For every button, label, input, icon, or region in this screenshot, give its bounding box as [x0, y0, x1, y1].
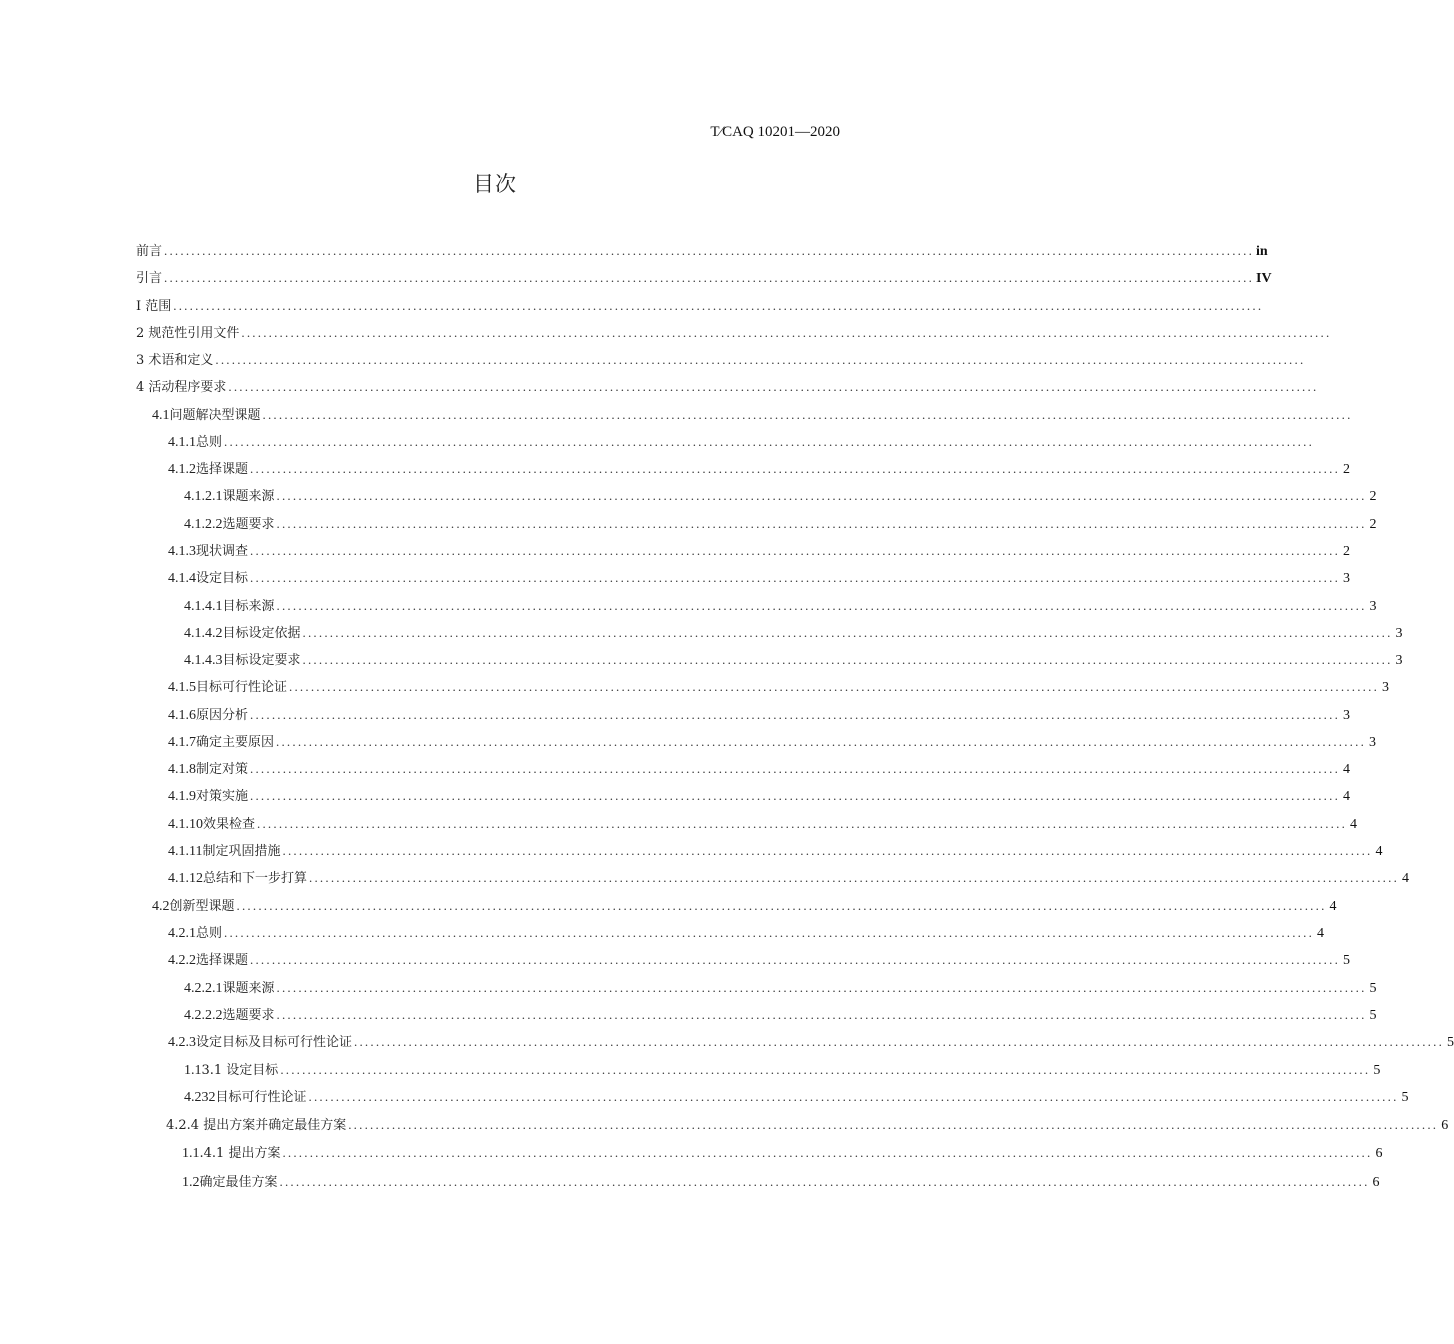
toc-entry[interactable] [168, 707, 1351, 724]
toc-entry-title: 4.2.4 提出方案并确定最佳方案 [166, 1118, 347, 1133]
toc-entry-number: 4.2.2.2 [184, 1008, 223, 1023]
toc-entry[interactable] [168, 925, 1325, 942]
toc-entry-page: 5 [1343, 953, 1351, 968]
toc-entry[interactable] [136, 270, 1272, 287]
toc-entry-page: 3 [1343, 708, 1351, 723]
toc-dot-leader: ........................................................................................................................................................................................................ [262, 407, 1353, 422]
document-code: T⁄CAQ 10201—2020 [710, 124, 840, 140]
toc-entry[interactable] [184, 625, 1403, 642]
toc-entry[interactable] [168, 952, 1351, 969]
toc-entry[interactable] [168, 843, 1383, 860]
toc-entry-page: 4 [1350, 817, 1358, 832]
toc-dot-leader: ........................................................................................................................................................................................................ [276, 734, 1367, 749]
toc-entry-number: 4.1.4.1 [184, 599, 223, 614]
toc-entry-page: 6 [1441, 1118, 1449, 1133]
toc-entry-title: I 范围 [136, 299, 172, 314]
toc-dot-leader: ........................................................................................................................................................................................................ [241, 325, 1332, 340]
toc-entry-title: 制定巩固措施 [202, 844, 281, 859]
toc-entry-title: 引言 [136, 271, 163, 286]
toc-entry[interactable] [182, 1145, 1383, 1162]
toc-dot-leader: ........................................................................................................................................................................................................ [250, 952, 1341, 967]
toc-dot-leader: ........................................................................................................................................................................................................ [276, 598, 1367, 613]
toc-entry-page: 2 [1369, 517, 1377, 532]
toc-entry[interactable] [168, 679, 1390, 696]
toc-entry-number: 4.1.4.2 [184, 626, 223, 641]
toc-entry-title: 前言 [136, 244, 163, 259]
toc-entry[interactable] [184, 516, 1377, 533]
toc-entry-title: 2 规范性引用文件 [136, 326, 240, 341]
toc-entry[interactable] [136, 298, 1264, 315]
toc-entry-title: 4 活动程序要求 [136, 380, 227, 395]
toc-dot-leader: ........................................................................................................................................................................................................ [250, 461, 1341, 476]
toc-dot-leader: ........................................................................................................................................................................................................ [224, 434, 1315, 449]
toc-dot-leader: ........................................................................................................................................................................................................ [302, 652, 1393, 667]
toc-entry-page: 5 [1401, 1090, 1409, 1105]
toc-dot-leader: ........................................................................................................................................................................................................ [228, 379, 1319, 394]
toc-dot-leader: ........................................................................................................................................................................................................ [354, 1034, 1445, 1049]
toc-dot-leader: ........................................................................................................................................................................................................ [348, 1117, 1439, 1132]
toc-entry-number: 4.1.2.2 [184, 517, 223, 532]
toc-entry-page: IV [1256, 271, 1272, 286]
toc-entry-number: 4.2.3 [168, 1035, 196, 1050]
toc-entry[interactable] [182, 1174, 1380, 1191]
toc-dot-leader: ........................................................................................................................................................................................................ [276, 1007, 1367, 1022]
toc-entry-number: 4.1.8 [168, 762, 196, 777]
toc-entry-title: 目标可行性论证 [196, 680, 288, 695]
toc-entry-page: 4 [1343, 789, 1351, 804]
toc-entry-number: 4.232 [184, 1090, 216, 1105]
toc-entry-page: 4 [1375, 844, 1383, 859]
toc-dot-leader: ........................................................................................................................................................................................................ [173, 298, 1264, 313]
toc-entry-title: 选择课题 [196, 462, 249, 477]
toc-entry-page: 3 [1343, 571, 1351, 586]
toc-entry[interactable] [168, 761, 1351, 778]
toc-entry-title: 总则 [196, 926, 223, 941]
toc-entry-page: 4 [1329, 899, 1337, 914]
toc-entry-number: 1.1 [184, 1063, 202, 1078]
toc-dot-leader: ........................................................................................................................................................................................................ [280, 1062, 1371, 1077]
toc-entry[interactable] [168, 543, 1351, 560]
toc-dot-leader: ........................................................................................................................................................................................................ [308, 1089, 1399, 1104]
toc-entry[interactable] [184, 488, 1377, 505]
toc-entry-page: 4 [1317, 926, 1325, 941]
toc-entry-number: 4.1.6 [168, 708, 196, 723]
toc-entry[interactable] [136, 352, 1306, 369]
toc-entry[interactable] [184, 1007, 1377, 1024]
toc-entry[interactable] [136, 243, 1268, 260]
toc-entry-page: 6 [1375, 1146, 1383, 1161]
toc-entry-page: 2 [1343, 544, 1351, 559]
toc-dot-leader: ........................................................................................................................................................................................................ [250, 543, 1341, 558]
toc-entry-number: 4.1.11 [168, 844, 203, 859]
toc-entry[interactable] [168, 434, 1315, 451]
toc-entry-number: 4.1.5 [168, 680, 196, 695]
toc-dot-leader: ........................................................................................................................................................................................................ [164, 243, 1255, 258]
toc-entry-title: 选题要求 [222, 517, 275, 532]
toc-dot-leader: ........................................................................................................................................................................................................ [215, 352, 1306, 367]
toc-dot-leader: ........................................................................................................................................................................................................ [309, 870, 1400, 885]
toc-entry-number: 4.1 [152, 408, 170, 423]
toc-entry[interactable] [184, 980, 1377, 997]
toc-entry-page: 2 [1369, 489, 1377, 504]
toc-dot-leader: ........................................................................................................................................................................................................ [224, 925, 1315, 940]
toc-entry-title: 课题来源 [222, 981, 275, 996]
toc-dot-leader: ........................................................................................................................................................................................................ [276, 488, 1367, 503]
toc-entry-title: 制定对策 [196, 762, 249, 777]
toc-entry-number: 4.1.2.1 [184, 489, 223, 504]
toc-entry-title: 选择课题 [196, 953, 249, 968]
toc-entry[interactable] [168, 816, 1358, 833]
toc-entry-title: 总结和下一步打算 [203, 871, 308, 886]
toc-entry-page: in [1256, 244, 1268, 259]
toc-entry-number: 4.2.2.1 [184, 981, 223, 996]
toc-entry-number: 4.1.1 [168, 435, 196, 450]
toc-entry-page: 4 [1402, 871, 1410, 886]
toc-entry-title: 确定最佳方案 [199, 1175, 278, 1190]
toc-entry-number: 4.2 [152, 899, 170, 914]
toc-entry-number: 4.1.9 [168, 789, 196, 804]
toc-entry-title: 选题要求 [222, 1008, 275, 1023]
toc-entry-number: 1.2 [182, 1175, 200, 1190]
toc-entry-title: 问题解决型课题 [169, 408, 261, 423]
toc-entry-page: 3 [1369, 599, 1377, 614]
toc-entry[interactable] [152, 898, 1337, 915]
toc-entry-page: 4 [1343, 762, 1351, 777]
toc-entry[interactable] [152, 407, 1353, 424]
toc-entry-number: 4.1.10 [168, 817, 203, 832]
toc-entry-title: .4.1 提出方案 [199, 1146, 281, 1161]
toc-entry[interactable] [184, 598, 1377, 615]
toc-dot-leader: ........................................................................................................................................................................................................ [164, 270, 1255, 285]
toc-entry-page: 5 [1373, 1063, 1381, 1078]
toc-entry-page: 3 [1395, 653, 1403, 668]
toc-dot-leader: ........................................................................................................................................................................................................ [276, 516, 1367, 531]
toc-entry[interactable] [136, 379, 1319, 396]
toc-dot-leader: ........................................................................................................................................................................................................ [289, 679, 1380, 694]
toc-dot-leader: ........................................................................................................................................................................................................ [250, 707, 1341, 722]
toc-entry-title: 总则 [196, 435, 223, 450]
toc-entry[interactable] [168, 870, 1410, 887]
toc-entry[interactable] [184, 652, 1403, 669]
toc-entry-number: 4.1.7 [168, 735, 196, 750]
toc-entry[interactable] [184, 1062, 1381, 1079]
toc-entry-page: 3 [1395, 626, 1403, 641]
toc-entry-title: 创新型课题 [169, 899, 235, 914]
toc-dot-leader: ........................................................................................................................................................................................................ [257, 816, 1348, 831]
toc-entry-page: 2 [1343, 462, 1351, 477]
toc-entry[interactable] [184, 1089, 1409, 1106]
toc-entry[interactable] [168, 734, 1377, 751]
toc-entry-title: 目标设定依据 [222, 626, 301, 641]
toc-entry[interactable] [166, 1117, 1449, 1134]
toc-entry-title: 目标可行性论证 [215, 1090, 307, 1105]
toc-entry-title: 确定主要原因 [196, 735, 275, 750]
toc-entry-title: 目标来源 [222, 599, 275, 614]
toc-title: 目次 [473, 172, 517, 196]
toc-entry[interactable] [168, 788, 1351, 805]
toc-entry-number: 4.2.1 [168, 926, 196, 941]
toc-entry-number: 4.1.3 [168, 544, 196, 559]
toc-entry-title: 设定目标 [196, 571, 249, 586]
toc-entry-number: 1.1 [182, 1146, 200, 1161]
toc-entry-title: 对策实施 [196, 789, 249, 804]
toc-dot-leader: ........................................................................................................................................................................................................ [279, 1174, 1370, 1189]
toc-entry[interactable] [168, 461, 1351, 478]
toc-dot-leader: ........................................................................................................................................................................................................ [236, 898, 1327, 913]
toc-entry-number: 4.1.4.3 [184, 653, 223, 668]
toc-dot-leader: ........................................................................................................................................................................................................ [282, 843, 1373, 858]
toc-entry-page: 5 [1369, 981, 1377, 996]
toc-dot-leader: ........................................................................................................................................................................................................ [276, 980, 1367, 995]
toc-entry-title: 设定目标及目标可行性论证 [196, 1035, 353, 1050]
toc-entry-page: 3 [1369, 735, 1377, 750]
toc-entry-title: 3 术语和定义 [136, 353, 214, 368]
toc-entry-title: 目标设定要求 [222, 653, 301, 668]
toc-dot-leader: ........................................................................................................................................................................................................ [250, 761, 1341, 776]
toc-entry-title: 课题来源 [222, 489, 275, 504]
toc-entry[interactable] [136, 325, 1332, 342]
toc-entry-title: 现状调查 [196, 544, 249, 559]
toc-dot-leader: ........................................................................................................................................................................................................ [302, 625, 1393, 640]
toc-entry[interactable] [168, 570, 1351, 587]
toc-entry-title: 3.1 设定目标 [201, 1063, 279, 1078]
toc-entry-number: 4.1.4 [168, 571, 196, 586]
toc-dot-leader: ........................................................................................................................................................................................................ [250, 788, 1341, 803]
toc-entry-number: 4.1.12 [168, 871, 203, 886]
toc-dot-leader: ........................................................................................................................................................................................................ [250, 570, 1341, 585]
toc-entry-page: 6 [1372, 1175, 1380, 1190]
toc-entry-title: 原因分析 [196, 708, 249, 723]
toc-entry[interactable] [168, 1034, 1454, 1051]
toc-entry-title: 效果检查 [203, 817, 256, 832]
toc-entry-page: 3 [1382, 680, 1390, 695]
toc-entry-page: 5 [1447, 1035, 1454, 1050]
toc-entry-number: 4.1.2 [168, 462, 196, 477]
toc-dot-leader: ........................................................................................................................................................................................................ [282, 1145, 1373, 1160]
toc-entry-page: 5 [1369, 1008, 1377, 1023]
toc-entry-number: 4.2.2 [168, 953, 196, 968]
